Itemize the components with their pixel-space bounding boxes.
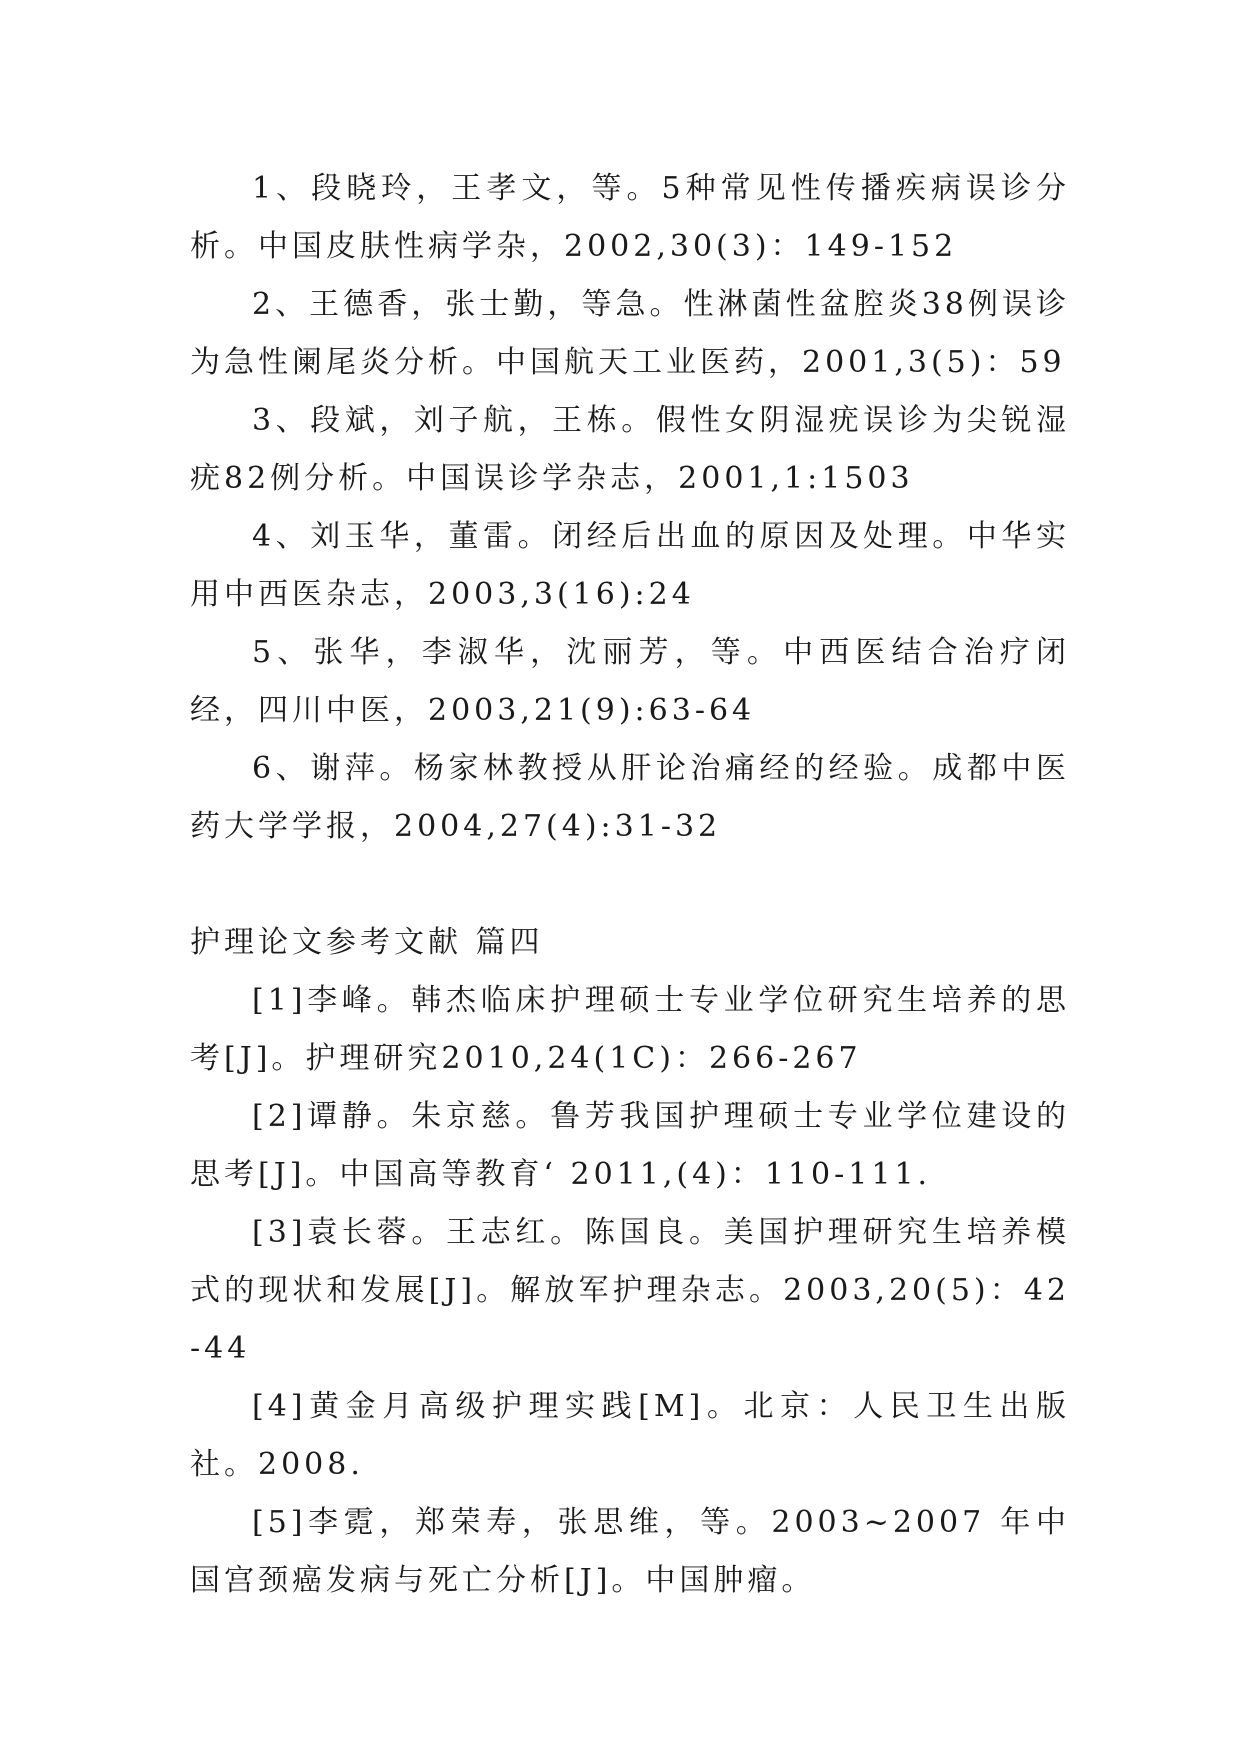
reference-entry: 3、段斌，刘子航，王栋。假性女阴湿疣误诊为尖锐湿疣82例分析。中国误诊学杂志，2001,1:1503 — [190, 403, 1070, 496]
reference-entry: 1、段晓玲，王孝文，等。5种常见性传播疾病误诊分析。中国皮肤性病学杂，2002,30(3)：149-152 — [190, 171, 1070, 264]
reference-entry: [2]谭静。朱京慈。鲁芳我国护理硕士专业学位建设的思考[J]。中国高等教育‘ 2011,(4)：110-111. — [190, 1099, 1070, 1192]
reference-entry: [1]李峰。韩杰临床护理硕士专业学位研究生培养的思考[J]。护理研究2010,24(1C)：266-267 — [190, 983, 1070, 1076]
section-spacer — [190, 856, 1070, 914]
reference-entry: 6、谢萍。杨家林教授从肝论治痛经的经验。成都中医药大学学报，2004,27(4):31-32 — [190, 751, 1070, 844]
document-body — [190, 160, 1070, 1610]
reference-entry: 5、张华，李淑华，沈丽芳，等。中西医结合治疗闭经，四川中医，2003,21(9):63-64 — [190, 635, 1070, 728]
reference-entry: [3]袁长蓉。王志红。陈国良。美国护理研究生培养模式的现状和发展[J]。解放军护理杂志。2003,20(5)：42-44 — [190, 1215, 1070, 1366]
reference-entry: [4]黄金月高级护理实践[M]。北京：人民卫生出版社。2008. — [190, 1389, 1070, 1482]
reference-entry: [5]李霓，郑荣寿，张思维，等。2003~2007 年中国宫颈癌发病与死亡分析[J]。中国肿瘤。 — [190, 1505, 1070, 1598]
reference-entry: 2、王德香，张士勤，等急。性淋菌性盆腔炎38例误诊为急性阑尾炎分析。中国航天工业医药，2001,3(5)：59 — [190, 287, 1070, 380]
section-heading: 护理论文参考文献 篇四 — [190, 925, 544, 960]
reference-entry: 4、刘玉华，董雷。闭经后出血的原因及处理。中华实用中西医杂志，2003,3(16):24 — [190, 519, 1070, 612]
